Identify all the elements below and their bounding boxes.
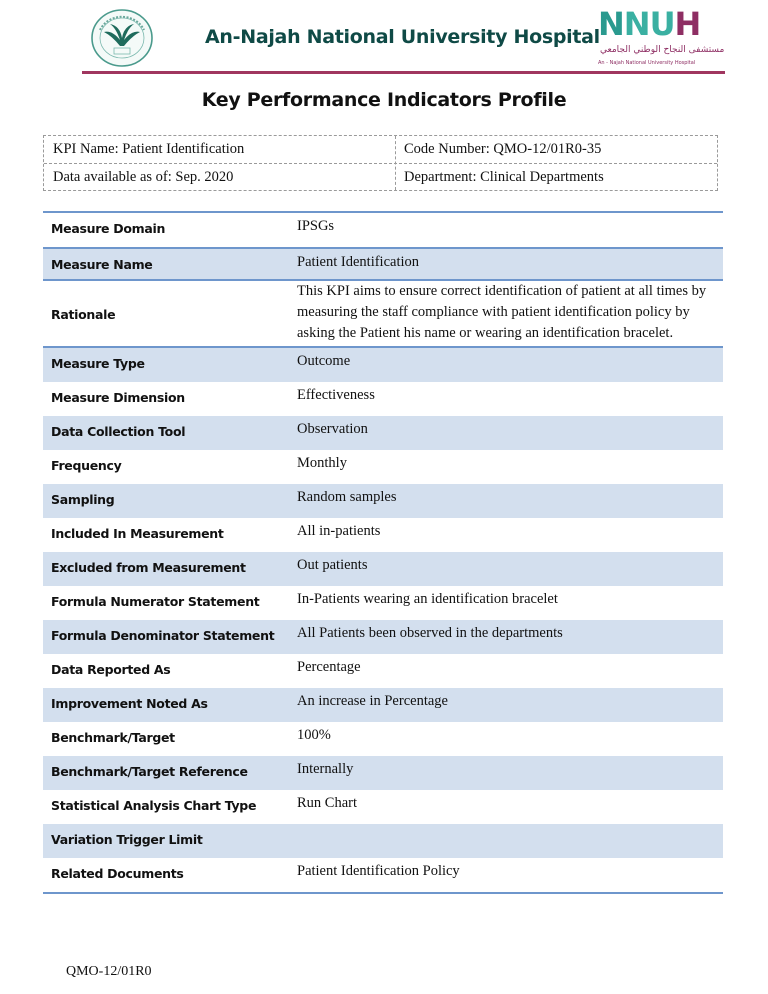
kpi-label: Excluded from Measurement [51, 560, 246, 575]
university-seal-logo [90, 8, 154, 68]
kpi-row-excluded-from-measurement [43, 552, 723, 586]
page-title: Key Performance Indicators Profile [201, 89, 567, 111]
kpi-label: Improvement Noted As [51, 696, 208, 711]
kpi-name: KPI Name: Patient Identification [53, 141, 245, 157]
kpi-row-measure-type [43, 348, 723, 382]
kpi-row-related-documents [43, 858, 723, 892]
kpi-row-benchmark-target [43, 722, 723, 756]
kpi-row-data-collection-tool [43, 416, 723, 450]
hospital-name: An-Najah National University Hospital [205, 26, 600, 48]
kpi-value: Out patients [297, 557, 368, 573]
kpi-value: An increase in Percentage [297, 693, 448, 709]
kpi-value: All Patients been observed in the departments [297, 625, 563, 641]
kpi-label: Measure Name [51, 257, 153, 272]
kpi-row-improvement-noted-as [43, 688, 723, 722]
nnuh-logo-english: An - Najah National University Hospital [598, 60, 696, 66]
info-row [44, 136, 717, 164]
kpi-label: Frequency [51, 458, 122, 473]
kpi-label: Sampling [51, 492, 115, 507]
kpi-value: Run Chart [297, 795, 358, 811]
kpi-row-measure-dimension [43, 382, 723, 416]
kpi-row-included-in-measurement [43, 518, 723, 552]
department: Department: Clinical Departments [404, 169, 604, 185]
kpi-value: Patient Identification Policy [297, 863, 460, 879]
kpi-value: Random samples [297, 489, 397, 505]
kpi-label: Measure Type [51, 356, 145, 371]
kpi-label: Measure Dimension [51, 390, 185, 405]
kpi-label: Measure Domain [51, 221, 166, 236]
kpi-value: Outcome [297, 353, 351, 369]
kpi-info-table [43, 135, 718, 191]
kpi-label: Included In Measurement [51, 526, 224, 541]
kpi-row-formula-numerator [43, 586, 723, 620]
kpi-row-statistical-chart-type [43, 790, 723, 824]
kpi-label: Formula Denominator Statement [51, 628, 275, 643]
kpi-row-data-reported-as [43, 654, 723, 688]
page-header [0, 0, 768, 80]
kpi-value: In-Patients wearing an identification bracelet [297, 591, 558, 607]
kpi-profile-table [43, 211, 723, 894]
kpi-row-rationale [43, 281, 723, 348]
kpi-label: Data Reported As [51, 662, 171, 677]
kpi-value: This KPI aims to ensure correct identification of patient at all times by measuring the staff compliance with patient identification policy by asking the Patient his name or wearing an identification bracelet. [297, 283, 707, 341]
kpi-label: Rationale [51, 307, 116, 322]
kpi-label: Formula Numerator Statement [51, 594, 260, 609]
kpi-row-variation-trigger-limit [43, 824, 723, 858]
kpi-row-measure-domain [43, 213, 723, 247]
kpi-label: Benchmark/Target Reference [51, 764, 248, 779]
info-column-divider [395, 136, 396, 190]
nnuh-logo-arabic: مستشفى النجاح الوطني الجامعي [600, 45, 725, 55]
kpi-value: Internally [297, 761, 354, 777]
kpi-value: IPSGs [297, 218, 335, 234]
kpi-value: Patient Identification [297, 254, 420, 270]
footer-document-code: QMO-12/01R0 [66, 964, 152, 979]
kpi-value: Percentage [297, 659, 361, 675]
kpi-label: Statistical Analysis Chart Type [51, 798, 257, 813]
info-row [44, 164, 717, 192]
kpi-value: 100% [297, 727, 331, 743]
data-available-date: Data available as of: Sep. 2020 [53, 169, 234, 185]
kpi-value: Monthly [297, 455, 347, 471]
nnuh-logo [594, 4, 725, 70]
kpi-row-formula-denominator [43, 620, 723, 654]
code-number: Code Number: QMO-12/01R0-35 [404, 141, 602, 157]
kpi-value: All in-patients [297, 523, 381, 539]
kpi-label: Data Collection Tool [51, 424, 186, 439]
kpi-label: Variation Trigger Limit [51, 832, 203, 847]
kpi-row-sampling [43, 484, 723, 518]
kpi-row-frequency [43, 450, 723, 484]
kpi-row-benchmark-target-reference [43, 756, 723, 790]
header-divider [82, 71, 725, 74]
kpi-value: Effectiveness [297, 387, 375, 403]
nnuh-logo-mark: NNUH [598, 5, 701, 43]
kpi-row-measure-name [43, 247, 723, 281]
kpi-value: Observation [297, 421, 368, 437]
kpi-label: Related Documents [51, 866, 184, 881]
kpi-label: Benchmark/Target [51, 730, 175, 745]
